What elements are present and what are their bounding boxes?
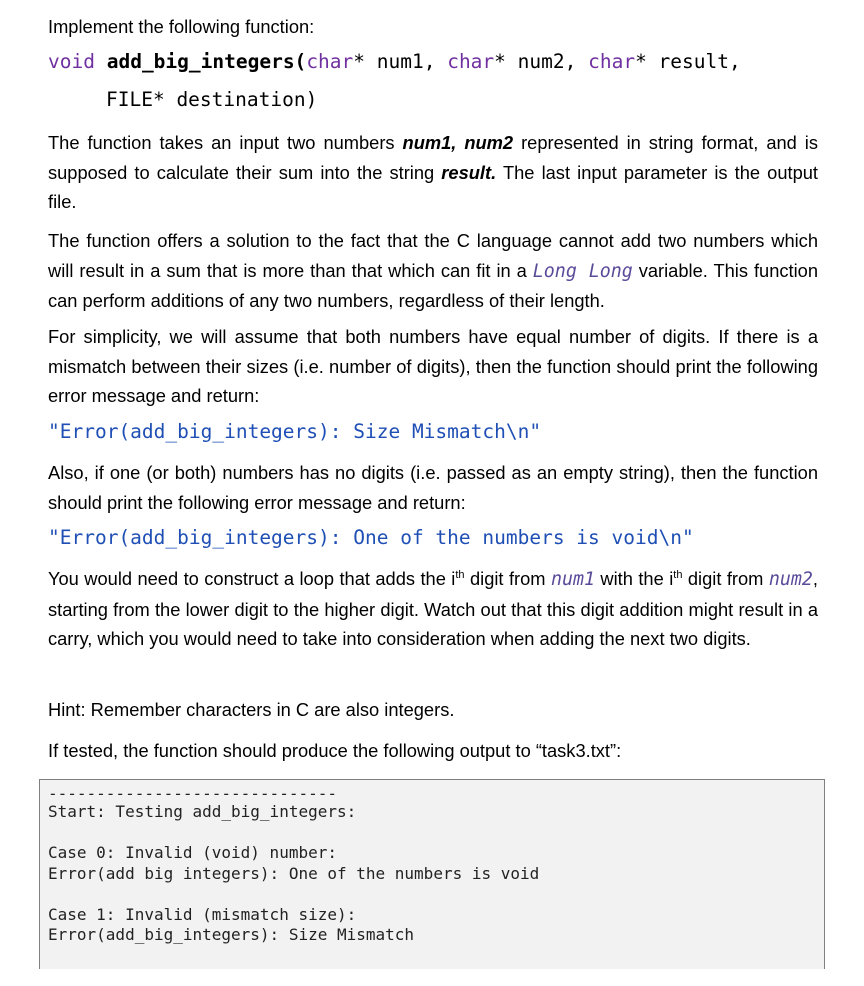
para1-params: num1, num2 [402, 132, 514, 153]
keyword-char-3: char [588, 50, 636, 73]
arg-2: * num2, [494, 50, 589, 73]
para5-num2: num2 [768, 569, 813, 590]
arg-1: * num1, [353, 50, 448, 73]
keyword-char-2: char [447, 50, 495, 73]
para5-text-b: digit from [464, 568, 551, 589]
keyword-void: void [48, 50, 95, 73]
error-message-size-mismatch: "Error(add_big_integers): Size Mismatch\n" [48, 420, 542, 443]
para2-long-long: Long Long [532, 260, 633, 282]
function-name: add_big_integers( [106, 50, 307, 73]
output-case0: Case 0: Invalid (void) number: [48, 843, 337, 862]
para1-text-e: The last input parameter is the output file. [48, 161, 818, 212]
para1-text-a: The function takes an input two numbers [48, 132, 403, 153]
para5-text-a: You would need to construct a loop that adds the i [48, 568, 456, 589]
para2-text-a: The function offers a solution to the fact that the C language cannot add two numbers which will result in a sum that is more than that which can fit in a [48, 230, 818, 281]
function-signature-line-1 [48, 50, 741, 73]
output-case0-error: Error(add big integers): One of the numbers is void [48, 864, 540, 883]
output-case1: Case 1: Invalid (mismatch size): [48, 905, 357, 924]
output-box [39, 779, 825, 969]
paragraph-void-number: Also, if one (or both) numbers has no digits (i.e. passed as an empty string), then the function should print the following error message and return: [48, 462, 818, 513]
para1-text-c: represented in string format, and is supposed to calculate their sum into the string [48, 132, 818, 183]
para5-sup-1: th [455, 568, 465, 581]
para1-result: result. [441, 161, 497, 183]
paragraph-size-mismatch: For simplicity, we will assume that both numbers have equal number of digits. If there is a mismatch between their sizes (i.e. number of digits), then the function should print the following error message and return: [48, 326, 818, 406]
paragraph-description [48, 128, 818, 217]
paragraph-loop [48, 564, 818, 654]
para5-text-e: , starting from the lower digit to the higher digit. Watch out that this digit addition might result in a carry, which you would need to take into consideration when adding the next two digits. [48, 568, 818, 649]
hint-text: Hint: Remember characters in C are also integers. [48, 699, 455, 720]
output-start: Start: Testing add_big_integers: [48, 802, 357, 821]
arg-3: * result, [635, 50, 741, 73]
intro-text: Implement the following function: [48, 16, 315, 37]
para5-num1: num1 [550, 569, 595, 590]
output-dashes: ------------------------------ [48, 784, 337, 803]
paragraph-motivation [48, 226, 818, 316]
error-message-void: "Error(add_big_integers): One of the numbers is void\n" [48, 526, 694, 549]
para2-text-c: variable. This function can perform additions of any two numbers, regardless of their length. [48, 259, 818, 311]
tested-text: If tested, the function should produce the following output to “task3.txt”: [48, 740, 622, 761]
output-case1-error: Error(add_big_integers): Size Mismatch [48, 925, 415, 944]
keyword-char-1: char [306, 50, 354, 73]
para5-text-c: with the i [594, 568, 674, 589]
para5-text-d: digit from [682, 568, 769, 589]
para5-sup-2: th [673, 568, 683, 581]
function-signature-line-2: FILE* destination) [106, 88, 318, 111]
